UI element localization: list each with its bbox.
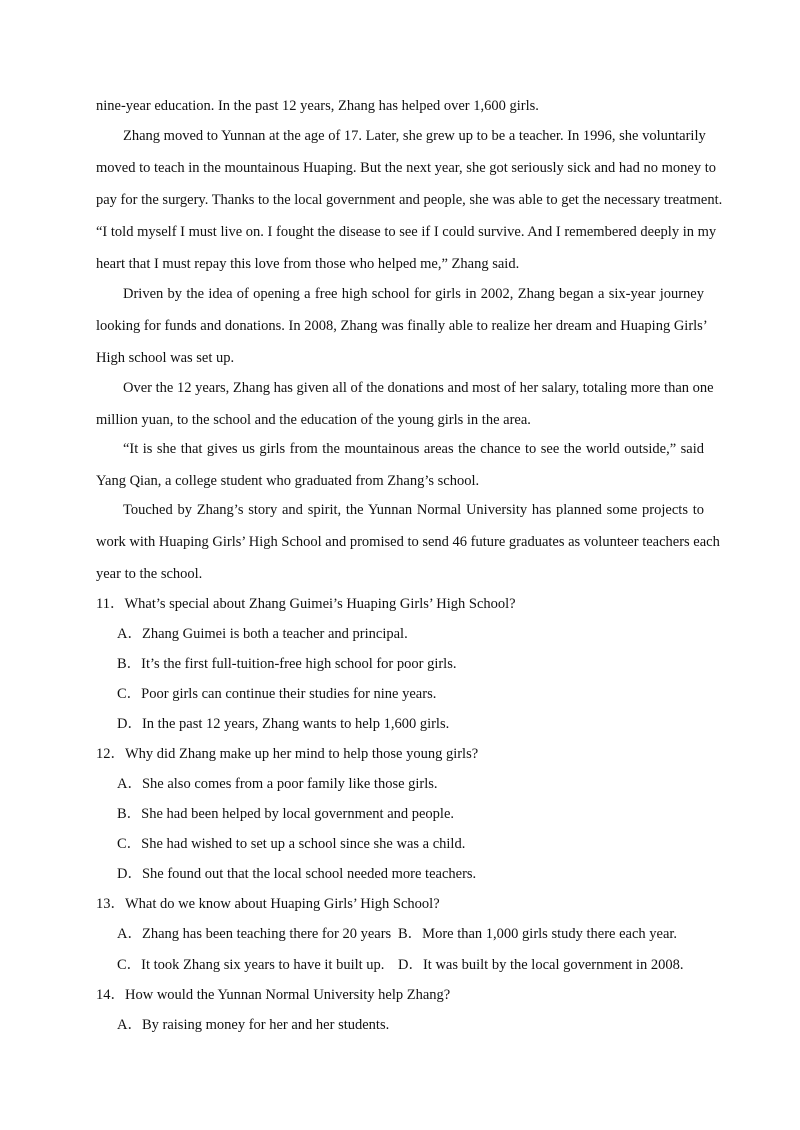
answer-option-a: A．By raising money for her and her students.: [117, 1017, 390, 1033]
answer-option-c: C．Poor girls can continue their studies for nine years.: [117, 686, 437, 702]
passage-line: Yang Qian, a college student who graduated from Zhang’s school.: [96, 473, 480, 489]
answer-option-c: C．It took Zhang six years to have it built up.: [117, 957, 385, 973]
answer-option-d: D．It was built by the local government in 2008.: [398, 957, 684, 973]
passage-line: moved to teach in the mountainous Huaping. But the next year, she got seriously sick and had no money to: [96, 160, 716, 176]
passage-line: Zhang moved to Yunnan at the age of 17. Later, she grew up to be a teacher. In 1996, she voluntarily: [123, 128, 706, 144]
answer-option-c: C．She had wished to set up a school since she was a child.: [117, 836, 466, 852]
passage-line: “It is she that gives us girls from the mountainous areas the chance to see the world outside,” said: [123, 441, 704, 457]
question-stem: 12．Why did Zhang make up her mind to help those young girls?: [96, 746, 479, 762]
passage-line: High school was set up.: [96, 350, 235, 366]
passage-line: looking for funds and donations. In 2008, Zhang was finally able to realize her dream and Huaping Girls’: [96, 318, 708, 334]
passage-line: pay for the surgery. Thanks to the local government and people, she was able to get the necessary treatment.: [96, 192, 723, 208]
answer-option-a: A．She also comes from a poor family like those girls.: [117, 776, 438, 792]
passage-line: Over the 12 years, Zhang has given all of the donations and most of her salary, totaling more than one: [123, 380, 714, 396]
answer-option-b: B．It’s the first full-tuition-free high school for poor girls.: [117, 656, 457, 672]
passage-line: year to the school.: [96, 566, 203, 582]
answer-option-b: B．She had been helped by local government and people.: [117, 806, 455, 822]
answer-option-a: A．Zhang Guimei is both a teacher and principal.: [117, 626, 408, 642]
answer-option-d: D．She found out that the local school needed more teachers.: [117, 866, 477, 882]
passage-line: nine-year education. In the past 12 years, Zhang has helped over 1,600 girls.: [96, 98, 539, 114]
question-stem: 13．What do we know about Huaping Girls’ High School?: [96, 896, 440, 912]
answer-option-b: B．More than 1,000 girls study there each year.: [398, 926, 678, 942]
passage-line: Touched by Zhang’s story and spirit, the Yunnan Normal University has planned some projects to: [123, 502, 704, 518]
passage-line: heart that I must repay this love from those who helped me,” Zhang said.: [96, 256, 520, 272]
passage-line: “I told myself I must live on. I fought the disease to see if I could survive. And I remembered deeply in my: [96, 224, 717, 240]
question-stem: 14．How would the Yunnan Normal University help Zhang?: [96, 987, 451, 1003]
passage-line: Driven by the idea of opening a free high school for girls in 2002, Zhang began a six-year journey: [123, 286, 704, 302]
passage-line: million yuan, to the school and the education of the young girls in the area.: [96, 412, 531, 428]
answer-option-d: D．In the past 12 years, Zhang wants to help 1,600 girls.: [117, 716, 450, 732]
passage-line: work with Huaping Girls’ High School and promised to send 46 future graduates as volunteer teachers each: [96, 534, 720, 550]
question-stem: 11．What’s special about Zhang Guimei’s Huaping Girls’ High School?: [96, 596, 516, 612]
answer-option-a: A．Zhang has been teaching there for 20 years: [117, 926, 392, 942]
